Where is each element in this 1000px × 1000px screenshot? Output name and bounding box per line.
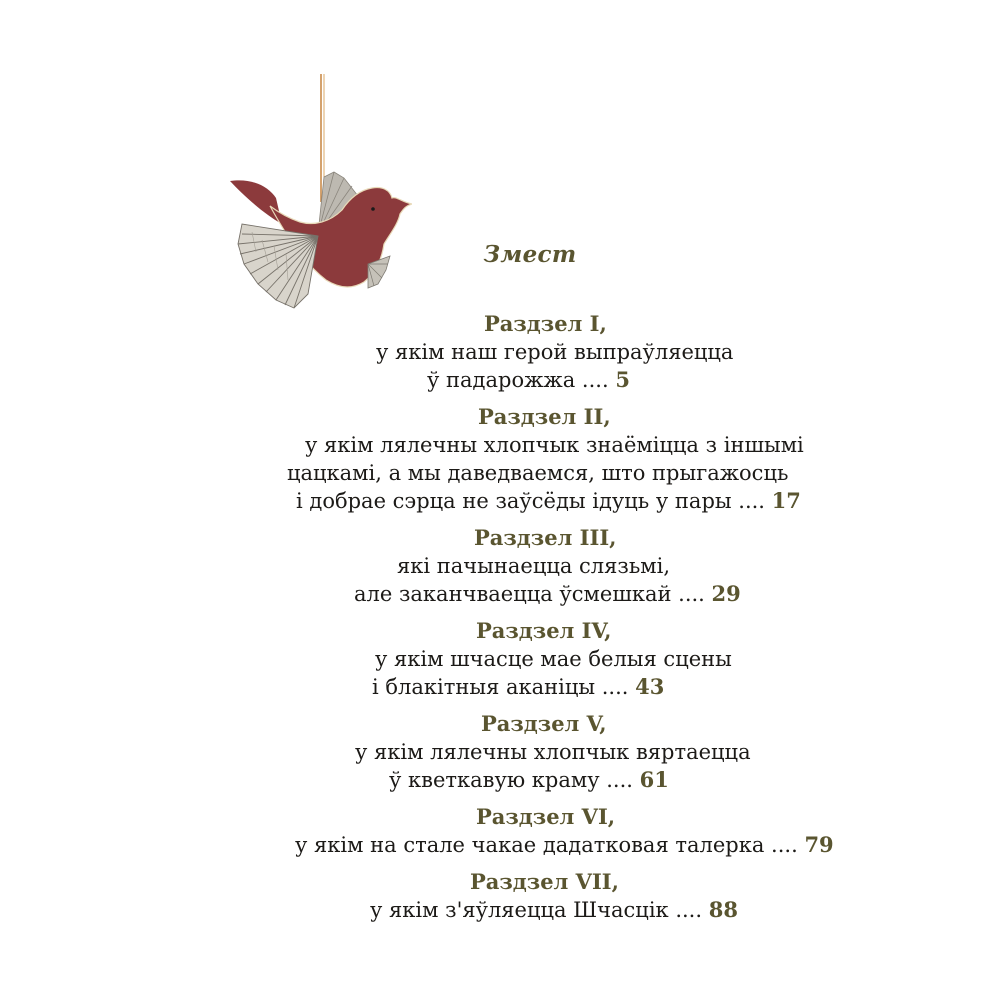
chapter-heading: Раздзел VII, [470, 869, 619, 894]
chapter-description-text: і добрае сэрца не заўсёды ідуць у пары .... [296, 489, 765, 513]
chapter-heading: Раздзел I, [484, 311, 607, 336]
chapter-description-line: у якім наш герой выпраўляецца [376, 340, 734, 364]
chapter-description-line: які пачынаецца слязьмі, [397, 554, 670, 578]
chapter-description-line: цацкамі, а мы даведваемся, што прыгажосць [287, 461, 789, 485]
page-number: 61 [639, 767, 669, 792]
chapter-description-line: у якім шчасце мае белыя сцены [375, 647, 732, 671]
chapter-description-last-line [389, 766, 669, 794]
chapter-description-text: ў падарожжа .... [427, 368, 609, 392]
chapter-description-line: у якім лялечны хлопчык вяртаецца [355, 740, 751, 764]
bird-tail [230, 180, 282, 224]
page-number: 29 [711, 581, 741, 606]
page-number: 79 [804, 832, 834, 857]
chapter-heading: Раздзел V, [481, 711, 607, 736]
table-of-contents-title: Змест [483, 241, 577, 268]
page-number: 5 [615, 367, 630, 392]
chapter-heading: Раздзел VI, [476, 804, 616, 829]
paper-bird-ornament-illustration [222, 74, 412, 314]
chapter-description-text: у якім з'яўляецца Шчасцік .... [370, 898, 703, 922]
chapter-description-last-line [295, 831, 834, 859]
chapter-heading: Раздзел II, [478, 404, 611, 429]
chapter-description-last-line [427, 366, 630, 394]
chapter-heading: Раздзел III, [474, 525, 617, 550]
chapter-description-last-line [354, 580, 741, 608]
chapter-description-last-line [370, 896, 738, 924]
chapter-description-last-line [296, 487, 801, 515]
bird-eye [371, 207, 375, 211]
chapter-description-text: ў кветкавую краму .... [389, 768, 633, 792]
page-number: 43 [635, 674, 665, 699]
chapter-description-text: але заканчваецца ўсмешкай .... [354, 582, 705, 606]
bird-wing-front [238, 224, 318, 308]
page-number: 88 [708, 897, 738, 922]
page-number: 17 [771, 488, 801, 513]
chapter-description-text: у якім на стале чакае дадатковая талерка .... [295, 833, 798, 857]
chapter-description-line: у якім лялечны хлопчык знаёміцца з іншымі [305, 433, 804, 457]
chapter-description-text: і блакітныя аканіцы .... [372, 675, 629, 699]
chapter-heading: Раздзел IV, [476, 618, 612, 643]
chapter-description-last-line [372, 673, 664, 701]
